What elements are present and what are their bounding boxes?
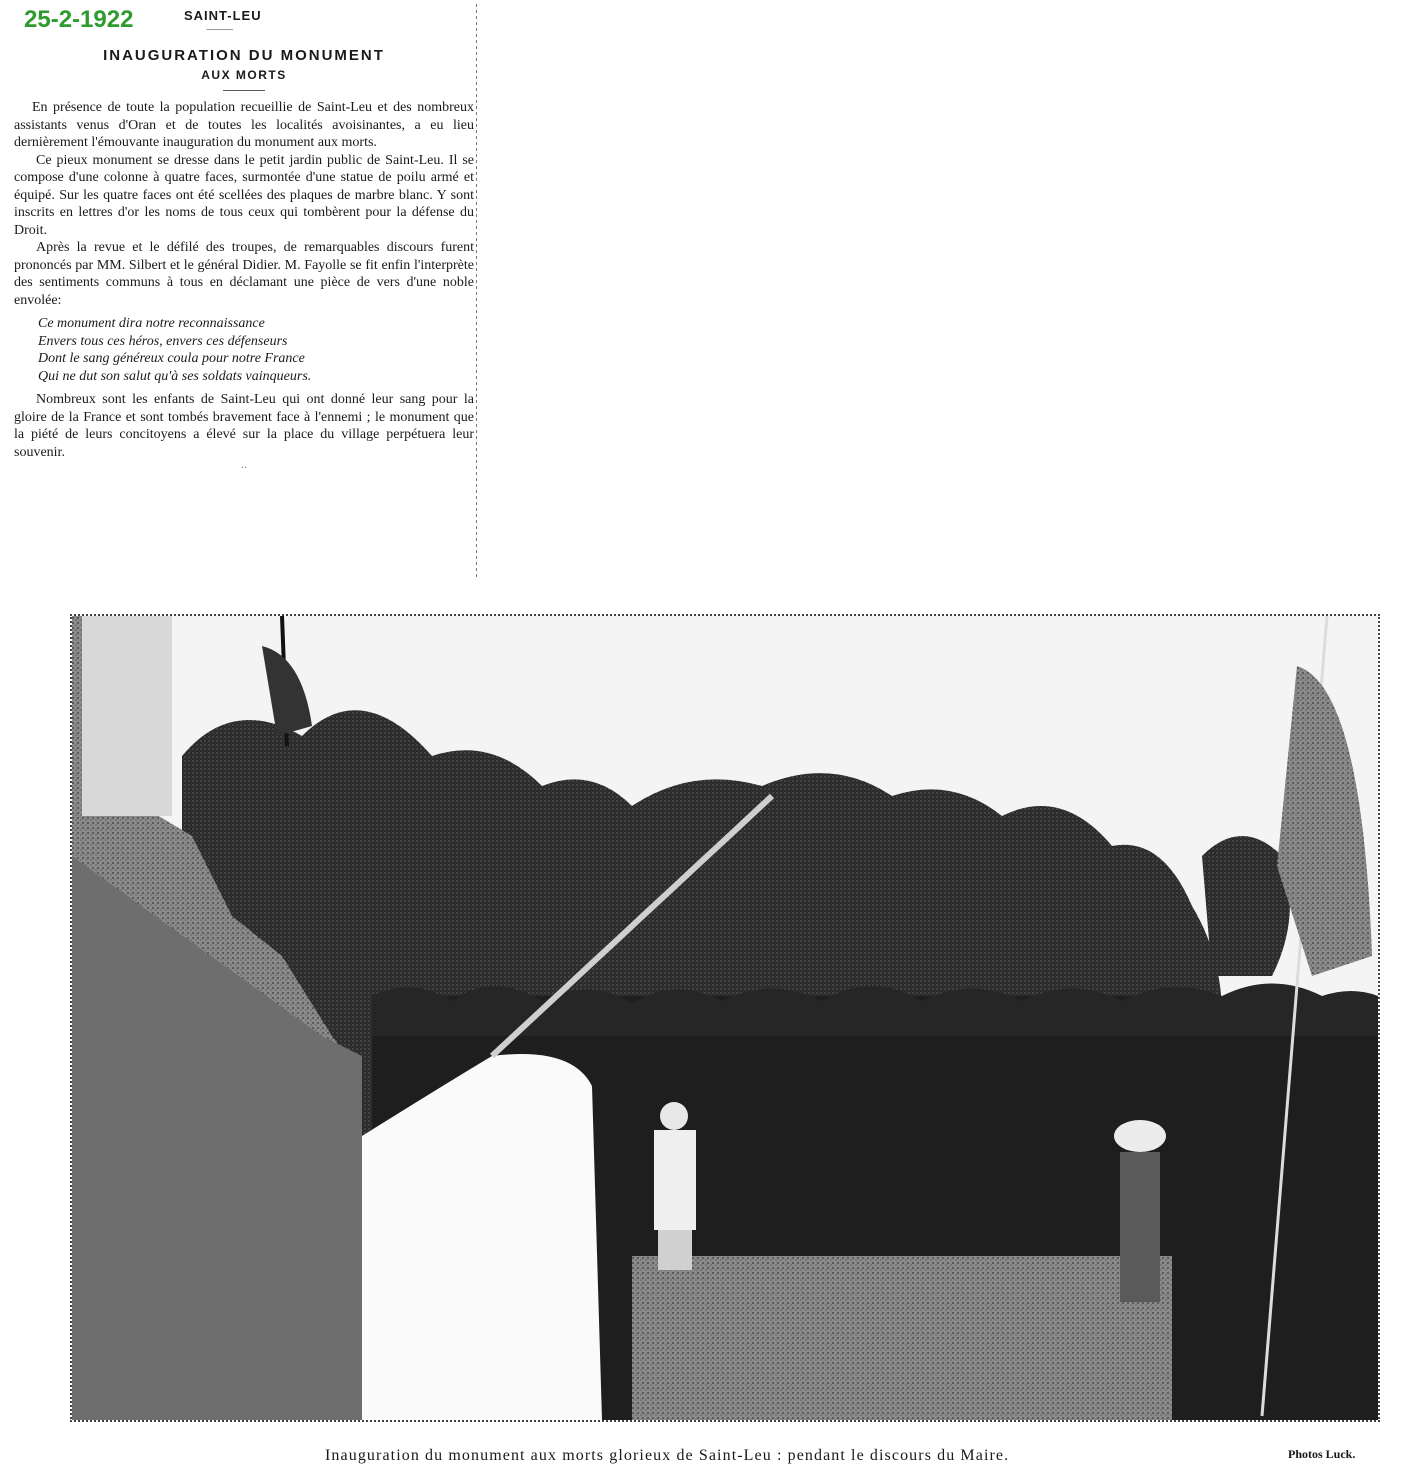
verse-line: Ce monument dira notre reconnaissance bbox=[38, 316, 265, 331]
section-heading: SAINT-LEU bbox=[184, 8, 262, 23]
verse-line: Envers tous ces héros, envers ces défenseurs bbox=[38, 333, 288, 349]
paragraph-3: Après la revue et le défilé des troupes, de remarquables discours furent prononcés par MM. Silbert et le général Didier. M. Fayolle se fit enfin l'interprète des sentiments communs à tous en déclamant une pièce de vers d'une noble envolée: bbox=[14, 240, 474, 308]
photograph-illustration bbox=[72, 616, 1378, 1420]
headline-rule bbox=[223, 90, 265, 91]
article-headline: INAUGURATION DU MONUMENT bbox=[103, 47, 385, 64]
paragraph-2: Ce pieux monument se dresse dans le petit jardin public de Saint-Leu. Il se compose d'une colonne à quatre faces, surmontée d'une statue de poilu armé et équipé. Sur les quatre faces ont été scellées des plaques de marbre blanc. Y sont inscrits en lettres d'or les noms de tous ceux qui tombèrent pour la défense du Droit. bbox=[14, 152, 474, 238]
photo-caption: Inauguration du monument aux morts glorieux de Saint-Leu : pendant le discours du Maire. bbox=[325, 1447, 1010, 1464]
paragraph-closing: Nombreux sont les enfants de Saint-Leu qui ont donné leur sang pour la gloire de la France et sont tombés bravement face à l'ennemi ; le monument que la piété de leurs concitoyens a élevé sur la place du village perpétuera leur souvenir. bbox=[14, 392, 474, 460]
column-rule bbox=[476, 4, 477, 579]
photo-credit: Photos Luck. bbox=[1288, 1447, 1356, 1461]
verse-line: Qui ne dut son salut qu'à ses soldats vainqueurs. bbox=[38, 368, 312, 384]
date-stamp: 25-2-1922 bbox=[24, 6, 134, 33]
article-subheadline: AUX MORTS bbox=[201, 68, 287, 82]
ceremony-photograph bbox=[70, 614, 1380, 1422]
end-mark: ·· bbox=[240, 463, 248, 474]
verse-line: Dont le sang généreux coula pour notre France bbox=[38, 351, 305, 366]
article bbox=[14, 8, 474, 474]
paragraph-1: En présence de toute la population recueillie de Saint-Leu et des nombreux assistants venus d'Oran et de toutes les localités avoisinantes, a eu lieu dernièrement l'émouvante inauguration du monument aux morts. bbox=[14, 100, 474, 150]
section-ornament: ⸻ bbox=[206, 22, 234, 35]
verse-block bbox=[38, 315, 474, 385]
